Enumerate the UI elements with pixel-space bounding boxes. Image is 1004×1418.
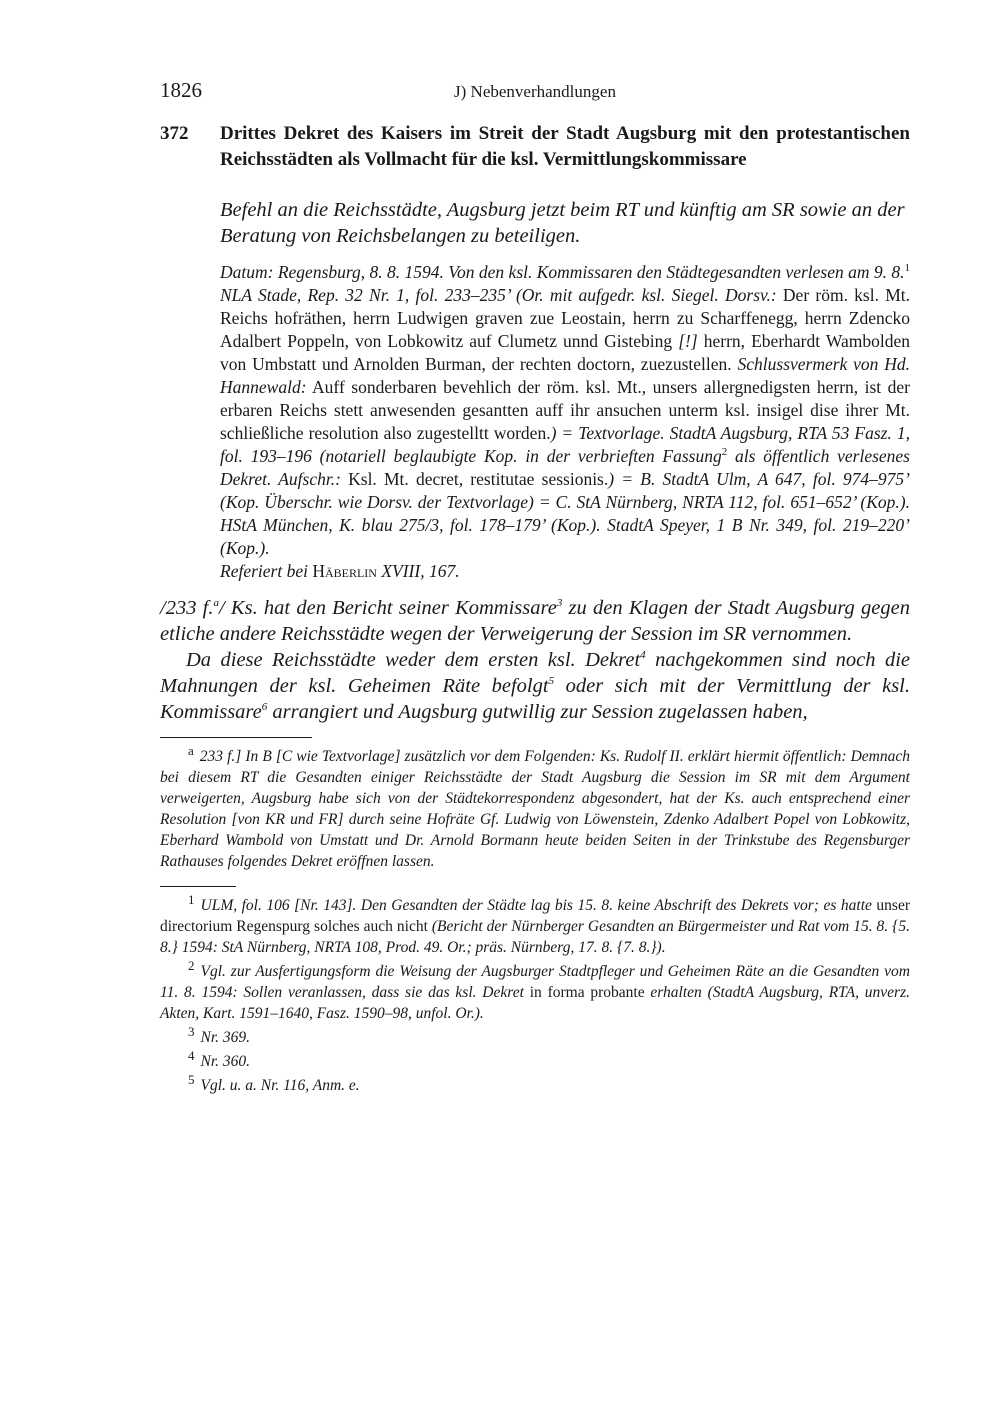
footnotes: [160, 891, 911, 1096]
footnote-ref: 1: [904, 262, 911, 275]
footnote-4: $^4$ Nr. 360.: [188, 1047, 251, 1070]
document-number: 372: [160, 123, 189, 144]
textnote-divider: [160, 737, 312, 738]
footnote-1: $^1$ ULM, fol. 106 [Nr. 143]. Den Gesandten der Städte lag bis 15. 8. keine Abschrift des Dekrets vor; es hatte unser directorium Regenspurg solches auch nicht (Bericht der Nürnberger Gesandten an Bürgermeister und Rat vom 15. 8. {5. 8.} 1594: StA Nürnberg, NRTA 108, Prod. 49. Or.; präs. Nürnberg, 17. 8. {7. 8.}).: [160, 891, 911, 956]
footnote-2: $^2$ Vgl. zur Ausfertigungsform die Weisung der Augsburger Stadtpfleger und Geheimen Räte an die Gesandten vom 11. 8. 1594: Sollen veranlassen, dass sie das ksl. Dekret in forma probante erhalten (StadtA Augsburg, RTA, unverz. Akten, Kart. 1591–1640, Fasz. 1590–98, unfol. Or.).: [160, 957, 910, 1022]
footnote-ref: 6: [261, 701, 268, 714]
textnotes: [160, 742, 910, 872]
source-description: NLA Stade, Rep. 32 Nr. 1, fol. 233–235’ (Or. mit aufgedr. ksl. Siegel. Dorsv.: Der röm. ksl. Mt. Reichs hofräthen, herrn Ludwigen graven zue Leostain, herrn zu Scharffenegg, herrn Zdencko Adalbert Poppeln, von Lobkowitz auf Clumetz unnd Gistebing [!] herrn, Eberhardt Wambolden von Umbstatt und Arnolden Burman, der rechten doctorn, zuezustellen. Schlussvermerk von Hd. Hannewald: Auff sonderbaren bevehlich der röm. ksl. Mt., unsers allergnedigsten herrn, ist der erbaren Reichs stett anwesenden gesantten auff ihr ansuchen unterm ksl. insigel dise ihrer Mt. schließliche resolution also zugestelltt worden.) = Textvorlage. StadtA Augsburg, RTA 53 Fasz. 1, fol. 193–196 (notariell beglaubigte Kop. in der verbrieften Fassung$^2$ als öffentlich verlesenes Dekret. Aufschr.: Ksl. Mt. decret, restitutae sessionis.) = B. StadtA Ulm, A 647, fol. 974–975’ (Kop. Überschr. wie Dorsv. der Textvorlage) = C. StA Nürnberg, NRTA 112, fol. 651–652’ (Kop.). HStA München, K. blau 275/3, fol. 178–179’ (Kop.). StadtA Speyer, 1 B Nr. 349, fol. 219–220’ (Kop.).: [220, 285, 911, 558]
running-title: J) Nebenverhandlungen: [454, 82, 616, 101]
footnote-divider: [160, 886, 236, 887]
datum-line: Datum: Regensburg, 8. 8. 1594. Von den ksl. Kommissaren den Städtegesandten verlesen am 9. 8.$^1$: [220, 262, 911, 282]
regest: Befehl an die Reichsstädte, Augsburg jetzt beim RT und künftig am SR sowie an der Beratung von Reichsbelangen zu beteiligen.: [220, 199, 905, 247]
document-title: Drittes Dekret des Kaisers im Streit der Stadt Augsburg mit den protestantischen Reichsstädten als Vollmacht für die ksl. Vermittlungskommissare: [220, 123, 910, 170]
footnote-3: $^3$ Nr. 369.: [188, 1023, 251, 1046]
footnote-ref: 5: [548, 675, 555, 688]
paragraph: /233 f.$^a$/ Ks. hat den Bericht seiner Kommissare$^3$ zu den Klagen der Stadt Augsburg gegen etliche andere Reichsstädte wegen der Verweigerung der Session im SR vernommen.: [160, 597, 910, 645]
textnote-ref: a: [213, 597, 219, 610]
paragraph: Da diese Reichsstädte weder dem ersten ksl. Dekret$^4$ nachgekommen sind noch die Mahnungen der ksl. Geheimen Räte befolgt$^5$ oder sich mit der Vermittlung der ksl. Kommissare$^6$ arrangiert und Augsburg gutwillig zur Session zugelassen haben,: [160, 649, 910, 723]
reference-line: Referiert bei Häberlin XVIII, 167.: [220, 561, 460, 581]
page-header: [160, 78, 910, 108]
source-apparatus: [220, 261, 910, 583]
document-heading: [160, 121, 910, 173]
page: [160, 78, 910, 1099]
textnote-a: $^a$ 233 f.] In B [C wie Textvorlage] zusätzlich vor dem Folgenden: Ks. Rudolf II. erklärt hiermit öffentlich: Demnach bei diesem RT die Gesandten einiger Reichsstädte der Stadt Augsburg die Session im SR mit dem Argument verweigerten, Augsburg habe sich von der Städtekorrespondenz abgesondert, hat der Ks. auch entsprechend einer Resolution [von KR und FR] durch seine Hofräte Gf. Ludwig von Löwenstein, Zdenko Adalbert Popel von Lobkowitz, Eberhard Wambold von Umstatt und Dr. Arnold Bormann heute beiden Seiten in der Trinkstube des Regensburger Rathauses folgendes Dekret eröffnen lassen.: [160, 742, 910, 870]
footnote-5: $^5$ Vgl. u. a. Nr. 116, Anm. e.: [188, 1071, 360, 1094]
main-text: [160, 595, 910, 725]
footnote-ref: 2: [721, 446, 728, 459]
footnote-ref: 3: [556, 597, 563, 610]
page-number: 1826: [160, 78, 202, 102]
footnote-ref: 4: [640, 649, 646, 662]
